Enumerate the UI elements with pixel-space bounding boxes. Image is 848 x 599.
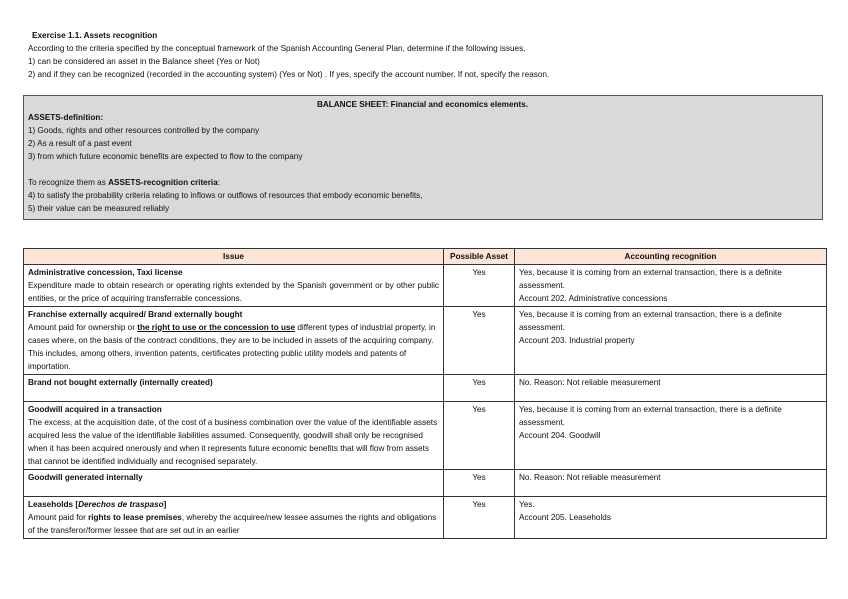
recognition-5: 5) their value can be measured reliably (28, 204, 170, 213)
recognition-text: Yes, because it is coming from an external transaction, there is a definite assessment. (519, 310, 782, 332)
desc-post: different types of industrial property, in cases where, on the basis of the contract conditions, they are to be included in assets of the acquiring company. This includes, among others, invention patents, certificates protecting public utility models and patents of importation. (28, 323, 436, 371)
recognition-account: Account 203. Industrial property (519, 336, 635, 345)
recognition-account: Account 204. Goodwill (519, 431, 601, 440)
issue-title: Goodwill acquired in a transaction (28, 405, 162, 414)
exercise-title: Exercise 1.1. Assets recognition (32, 31, 158, 40)
issue-description: The excess, at the acquisition date, of the cost of a business combination over the value of the identifiable assets acquired less the value of the identifiable liabilities assumed. Consequently, goodwill shall only be recognised when it has been acquired onerously and when it represents future economic benefits that will flow from assets that cannot be identified individually and recognised separately. (28, 418, 438, 466)
recognition-cell (515, 307, 827, 375)
table-row (24, 375, 827, 402)
possible-asset-cell: Yes (444, 375, 515, 402)
title-pre: Leaseholds [ (28, 500, 79, 509)
recognition-cell (515, 497, 827, 539)
header-issue: Issue (24, 249, 444, 265)
recognition-account: Account 202. Administrative concessions (519, 294, 668, 303)
desc-bold: rights to lease premises (88, 513, 182, 522)
recognition-cell (515, 470, 827, 497)
header-possible-asset: Possible Asset (444, 249, 515, 265)
intro-line-2: 1) can be considered an asset in the Balance sheet (Yes or Not) (28, 57, 260, 66)
issue-description (28, 511, 439, 537)
title-end: ] (163, 500, 167, 509)
recognition-text: No. Reason: Not reliable measurement (519, 473, 661, 482)
table-row (24, 307, 827, 375)
issue-cell (24, 470, 444, 497)
issue-title: Administrative concession, Taxi license (28, 268, 183, 277)
issue-title: Brand not bought externally (internally created) (28, 378, 213, 387)
desc-post: , whereby the acquiree/new lessee assumes the rights and obligations of the transferor/former lessee that are set out in an earlier (28, 513, 437, 535)
issue-title (28, 498, 439, 511)
possible-asset-cell: Yes (444, 265, 515, 307)
recognition-cell (515, 402, 827, 470)
definition-1: 1) Goods, rights and other resources controlled by the company (28, 126, 260, 135)
recognition-account: Account 205. Leaseholds (519, 513, 611, 522)
desc-underlined: the right to use or the concession to use (137, 323, 296, 332)
recognition-text: Yes, because it is coming from an external transaction, there is a definite assessment. (519, 405, 782, 427)
table-header-row (24, 249, 827, 265)
recognition-text: Yes. (519, 500, 535, 509)
recognition-post: : (217, 178, 221, 187)
possible-asset-cell: Yes (444, 402, 515, 470)
intro-line-3: 2) and if they can be recognized (recorded in the accounting system) (Yes or Not) . If yes, specify the account number. If not, specify the reason. (28, 70, 550, 79)
issue-cell (24, 375, 444, 402)
table-row (24, 497, 827, 539)
recognition-cell (515, 265, 827, 307)
box-heading (28, 98, 817, 111)
possible-asset-cell: Yes (444, 497, 515, 539)
assets-definition-title: ASSETS-definition: (28, 113, 104, 122)
intro-line-1: According to the criteria specified by the conceptual framework of the Spanish Accounting General Plan, determine if the following issues, (28, 44, 526, 53)
issue-title: Goodwill generated internally (28, 473, 143, 482)
possible-asset-cell: Yes (444, 307, 515, 375)
recognition-4: 4) to satisfy the probability criteria relating to inflows or outflows of resources that embody economic benefits, (28, 191, 423, 200)
exercise-intro (28, 29, 828, 81)
possible-asset-cell: Yes (444, 470, 515, 497)
table-row (24, 470, 827, 497)
recognition-pre: To recognize them as (28, 178, 109, 187)
desc-pre: Amount paid for ownership or (28, 323, 138, 332)
issue-title: Franchise externally acquired/ Brand externally bought (28, 310, 243, 319)
recognition-cell (515, 375, 827, 402)
definition-2: 2) As a result of a past event (28, 139, 132, 148)
recognition-intro (28, 176, 817, 189)
issue-cell (24, 265, 444, 307)
table-row (24, 265, 827, 307)
desc-pre: Amount paid for (28, 513, 89, 522)
issue-cell (24, 307, 444, 375)
balance-sheet-box (23, 95, 823, 220)
issue-cell (24, 497, 444, 539)
recognition-bold: ASSETS-recognition criteria (108, 178, 218, 187)
header-accounting-recognition: Accounting recognition (515, 249, 827, 265)
recognition-text: No. Reason: Not reliable measurement (519, 378, 661, 387)
recognition-text: Yes, because it is coming from an external transaction, there is a definite assessment. (519, 268, 782, 290)
box-heading-rest: : Financial and economics elements. (385, 100, 529, 109)
definition-3: 3) from which future economic benefits are expected to flow to the company (28, 152, 303, 161)
issue-description: Expenditure made to obtain research or operating rights extended by the Spanish government or by other public entities, or the price of acquiring transferrable concessions. (28, 281, 439, 303)
issue-cell (24, 402, 444, 470)
title-italic: Derechos de traspaso (78, 500, 164, 509)
assets-table (23, 248, 827, 539)
table-row (24, 402, 827, 470)
box-heading-bold: BALANCE SHEET (316, 100, 386, 109)
issue-description (28, 321, 439, 373)
